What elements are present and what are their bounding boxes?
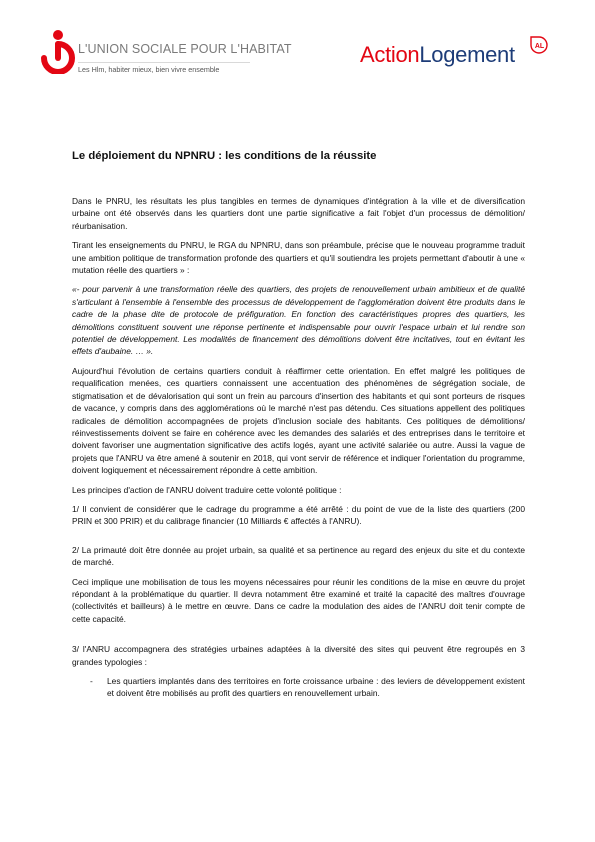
al-logement-text: Logement xyxy=(419,42,515,67)
al-badge-icon xyxy=(530,36,548,54)
action-logement-logo xyxy=(360,36,560,76)
paragraph: Dans le PNRU, les résultats les plus tangibles en termes de dynamiques d'intégration à la ville et de diversification urbaine ont été observés dans les quartiers dont une partie significative a fait l'objet d'un processus de démolition/ réurbanisation. xyxy=(72,196,525,231)
page-header xyxy=(0,0,595,90)
paragraph: 3/ l'ANRU accompagnera des stratégies urbaines adaptées à la diversité des sites qui peuvent être regroupés en 3 grandes typologies : xyxy=(72,644,525,667)
paragraph: Les principes d'action de l'ANRU doivent traduire cette volonté politique : xyxy=(72,484,342,495)
list-item-text: Les quartiers implantés dans des territoires en forte croissance urbaine : des leviers de développement existent et doivent être mobilisés au profit des quartiers en renouvellement urbain. xyxy=(107,676,525,699)
document-title: Le déploiement du NPNRU : les conditions de la réussite xyxy=(72,150,377,162)
al-badge-text: AL xyxy=(534,43,545,51)
ush-subtitle: Les Hlm, habiter mieux, bien vivre ensemble xyxy=(78,62,250,74)
document-body xyxy=(72,195,525,700)
typology-list xyxy=(72,675,525,700)
paragraph: Aujourd'hui l'évolution de certains quartiers conduit à réaffirmer cette orientation. En effet malgré les politiques de requalification menées, ces quartiers connaissent une accentuation des phénomènes de ségrégation sociale, de stigmatisation et de dévalorisation qui sont un frein au parcours d'insertion des habitants et qui sont porteurs de risques de vacance, y compris dans des agglomérations où le marché n'est pas détendu. Ces situations appellent des politiques radicales de démolition accompagnées de projets d'inclusion sociale des habitants. Ces politiques de démolitions/ réinvestissements doivent se faire en cohérence avec les demandes des salariés et des entreprises dans le territoire et doivent favoriser une augmentation significative des actifs logés, ayant une activité salariée ou autre. Aussi la vague de projets que l'ANRU va être amené à soutenir en 2018, qui vont servir de référence et indiquer l'orientation du programme, doivent logiquement et nécessairement répondre à cette ambition. xyxy=(72,365,525,476)
quote-paragraph: «- pour parvenir à une transformation réelle des quartiers, des projets de renouvellement urbain ambitieux et de qualité s'articulant à l'ensemble à l'ensemble des processus de développement de l'agglomération doivent être produits dans le cadre de la phase dite de protocole de préfiguration. En fonction des caractéristiques propres des quartiers, les démolitions constituent souvent une réponse pertinente et indispensable pour ouvrir l'espace urbain et lui rendre son potentiel de développement. Les modalités de financement des démolitions doivent être incitatives, tout en évitant les effets d'aubaine. … ». xyxy=(72,284,525,357)
paragraph: 1/ Il convient de considérer que le cadrage du programme a été arrêté : du point de vue de la liste des quartiers (200 PRIN et 300 PRIR) et du calibrage financier (10 Milliards € affectés à l'ANRU). xyxy=(72,503,525,527)
al-action-text: Action xyxy=(360,42,420,67)
paragraph: 2/ La primauté doit être donnée au projet urbain, sa qualité et sa pertinence au regard des enjeux du site et du contexte de marché. xyxy=(72,544,525,568)
union-sociale-habitat-logo xyxy=(40,28,292,78)
paragraph: Ceci implique une mobilisation de tous les moyens nécessaires pour réunir les conditions de la mise en œuvre du projet répondant à la problématique du quartier. Il devra notamment être examiné et traité la capacité des maîtres d'ouvrage (collectivités et bailleurs) à le mettre en œuvre. Dans ce cadre la modulation des aides de l'ANRU doit tenir compte de cette capacité. xyxy=(72,576,525,624)
ush-title: L'UNION SOCIALE POUR L'HABITAT xyxy=(78,42,292,56)
list-item xyxy=(72,675,525,700)
bullet-marker: - xyxy=(90,676,93,686)
paragraph: Tirant les enseignements du PNRU, le RGA du NPNRU, dans son préambule, précise que le nouveau programme traduit une ambition politique de transformation profonde des quartiers et qu'il soutiendra les projets permettant d'aboutir à une « mutation réelle des quartiers » : xyxy=(72,240,525,276)
action-logement-wordmark xyxy=(360,42,515,68)
ush-emblem-icon xyxy=(40,28,76,74)
